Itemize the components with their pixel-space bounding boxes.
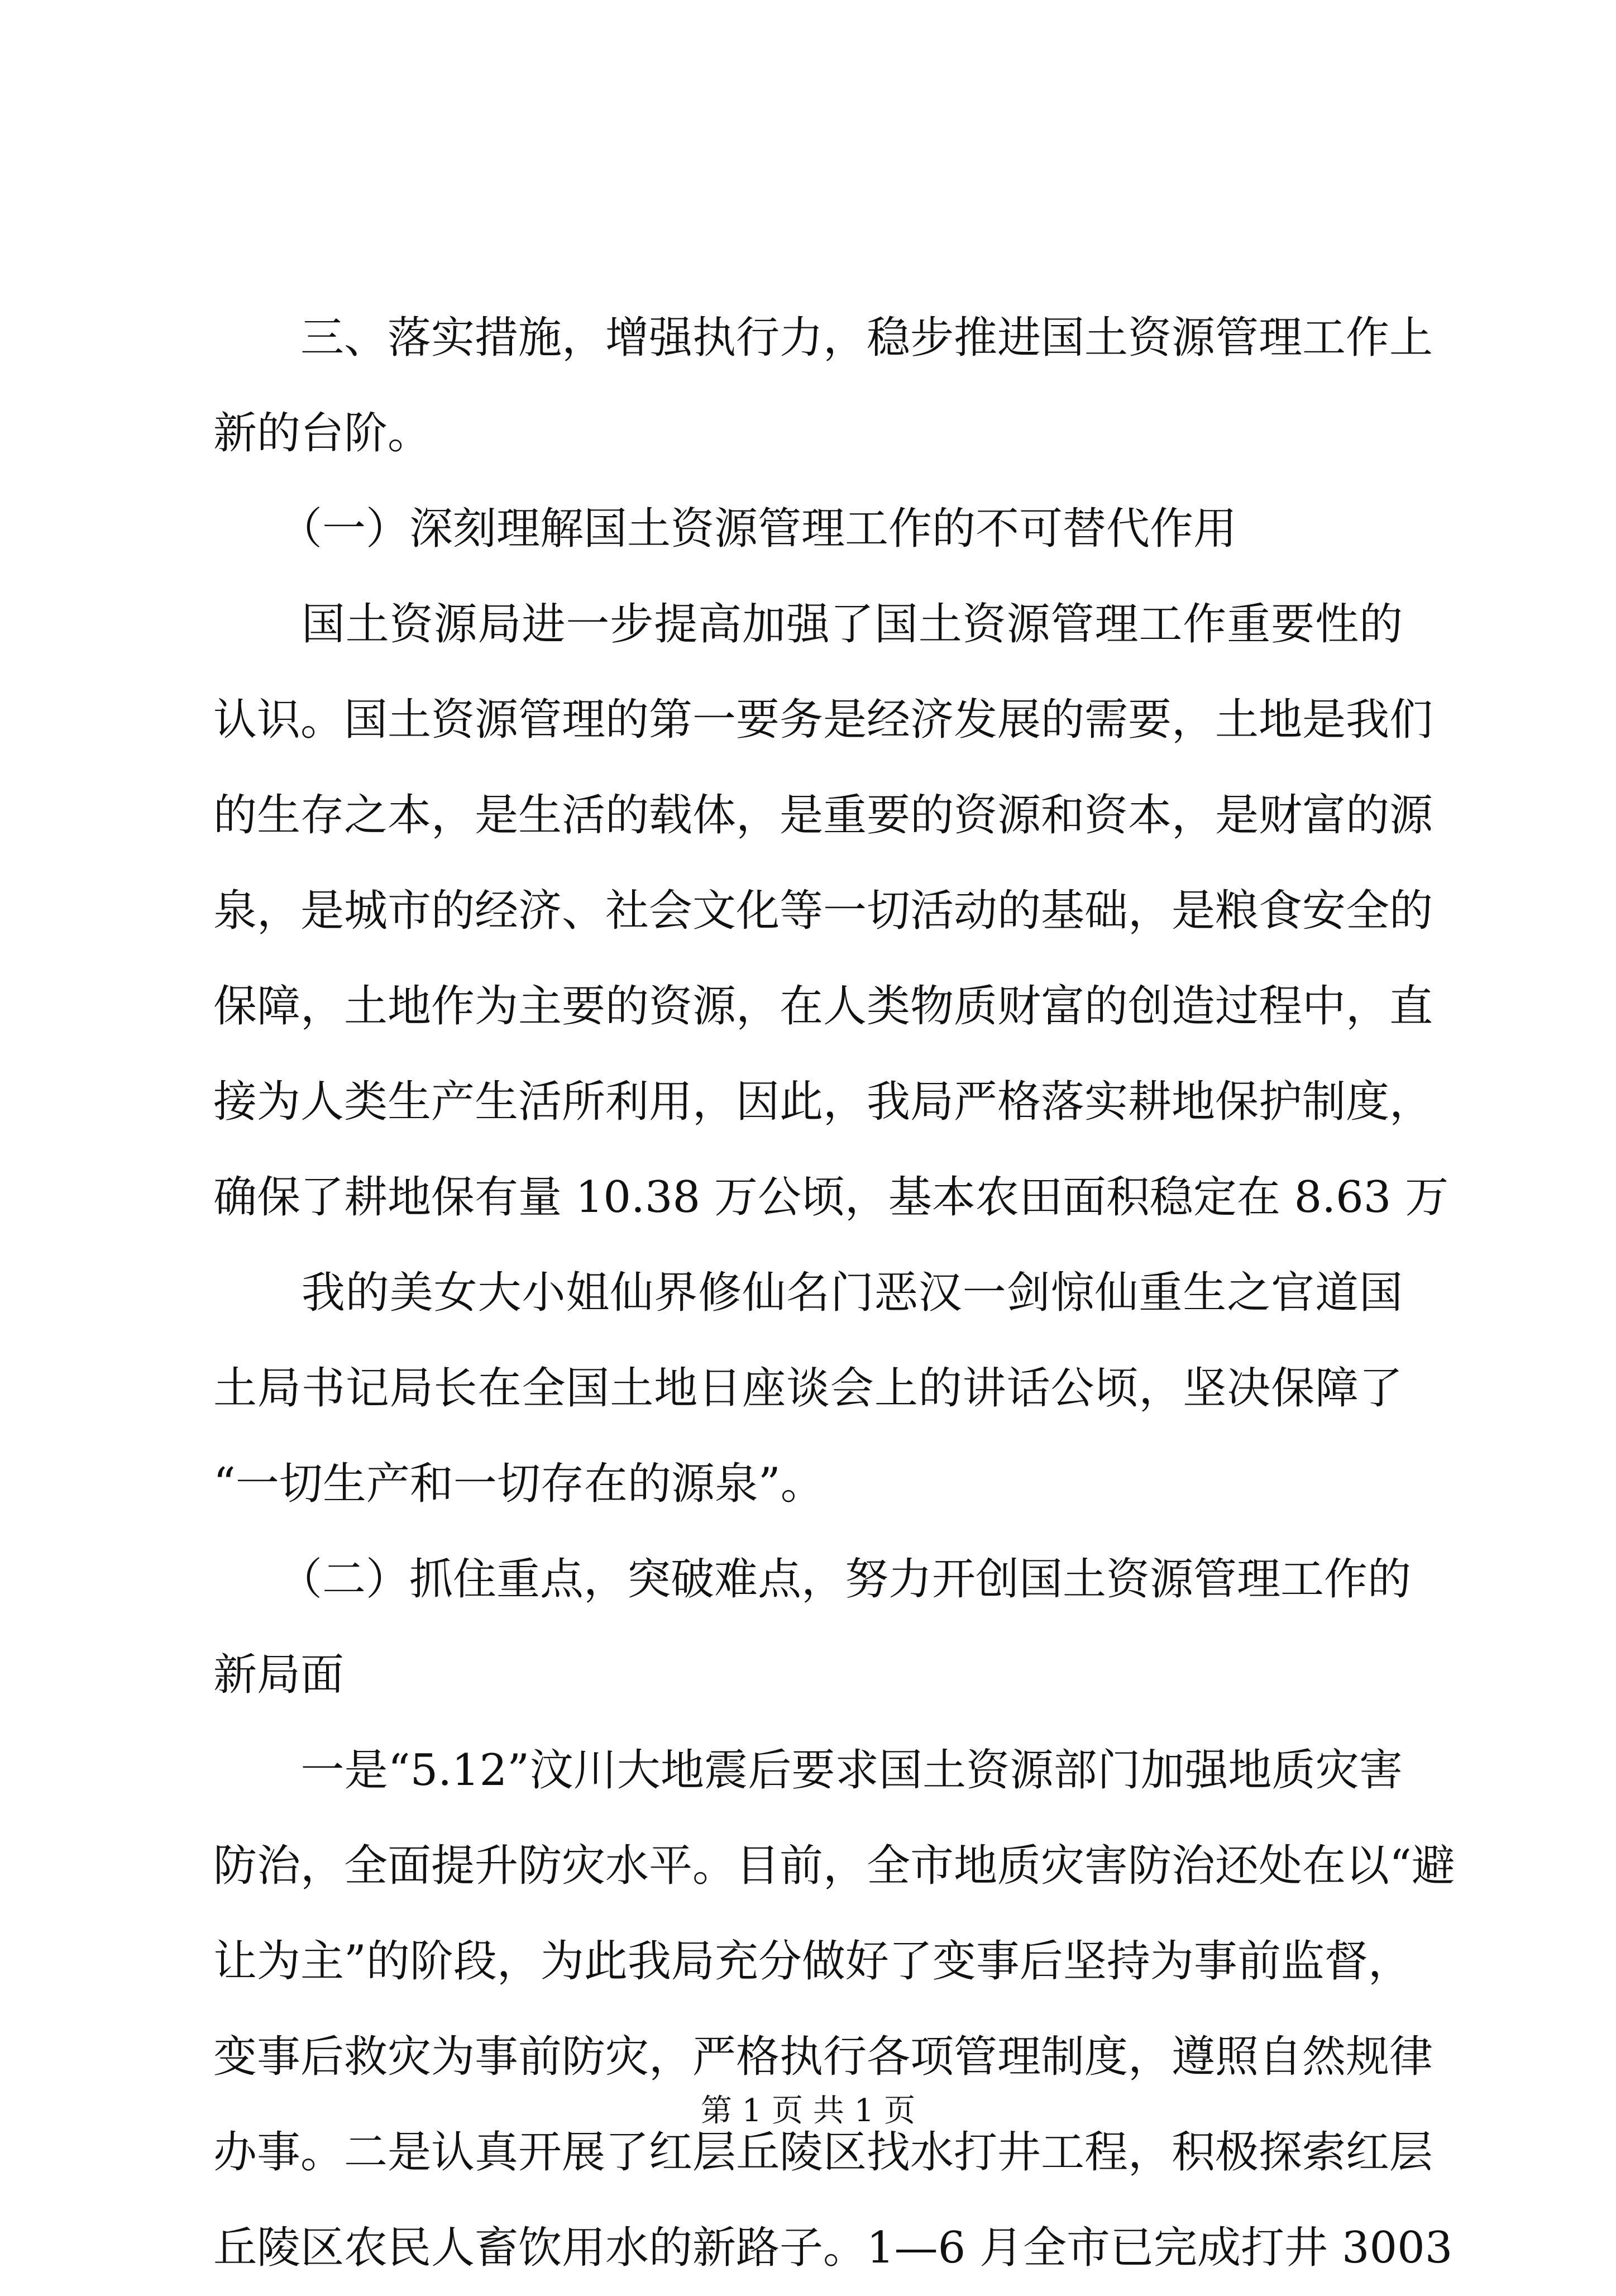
- text-line: 新局面: [213, 1650, 345, 1700]
- text-line: 办事。二是认真开展了红层丘陵区找水打井工程，积极探索红层: [213, 2127, 1433, 2178]
- page-number-label: 第 1 页 共 1 页: [700, 2093, 916, 2129]
- page-footer: [0, 2089, 1616, 2133]
- text-line: 确保了耕地保有量 10.38 万公顷，基本农田面积稳定在 8.63 万: [213, 1172, 1449, 1223]
- text-line: 保障，土地作为主要的资源，在人类物质财富的创造过程中，直: [213, 981, 1433, 1032]
- text-line: 防治，全面提升防灾水平。目前，全市地质灾害防治还处在以“避: [213, 1841, 1455, 1891]
- text-line: （二）抓住重点，突破难点，努力开创国土资源管理工作的: [213, 1554, 1412, 1605]
- text-line: 变事后救灾为事前防灾，严格执行各项管理制度，遵照自然规律: [213, 2032, 1433, 2082]
- text-line: 泉，是城市的经济、社会文化等一切活动的基础，是粮食安全的: [213, 886, 1433, 936]
- text-line: 新的台阶。: [213, 408, 432, 459]
- text-line: 我的美女大小姐仙界修仙名门恶汉一剑惊仙重生之官道国: [213, 1268, 1403, 1318]
- text-line: 一是“5.12”汶川大地震后要求国土资源部门加强地质灾害: [213, 1745, 1403, 1796]
- text-line: 的生存之本，是生活的载体，是重要的资源和资本，是财富的源: [213, 790, 1433, 841]
- text-line: “一切生产和一切存在的源泉”。: [213, 1459, 824, 1509]
- text-line: 让为主”的阶段，为此我局充分做好了变事后坚持为事前监督，: [213, 1936, 1412, 1987]
- text-line: 土局书记局长在全国土地日座谈会上的讲话公顷，坚决保障了: [213, 1363, 1403, 1414]
- text-line: 三、落实措施，增强执行力，稳步推进国土资源管理工作上: [213, 313, 1433, 363]
- text-line: 丘陵区农民人畜饮用水的新路子。1—6 月全市已完成打井 3003: [213, 2223, 1453, 2273]
- text-line: 接为人类生产生活所利用，因此，我局严格落实耕地保护制度，: [213, 1077, 1433, 1127]
- text-line: 认识。国土资源管理的第一要务是经济发展的需要，土地是我们: [213, 695, 1433, 745]
- text-line: 国土资源局进一步提高加强了国土资源管理工作重要性的: [213, 599, 1403, 650]
- text-line: （一）深刻理解国土资源管理工作的不可替代作用: [213, 504, 1237, 554]
- document-body: [213, 290, 1455, 2296]
